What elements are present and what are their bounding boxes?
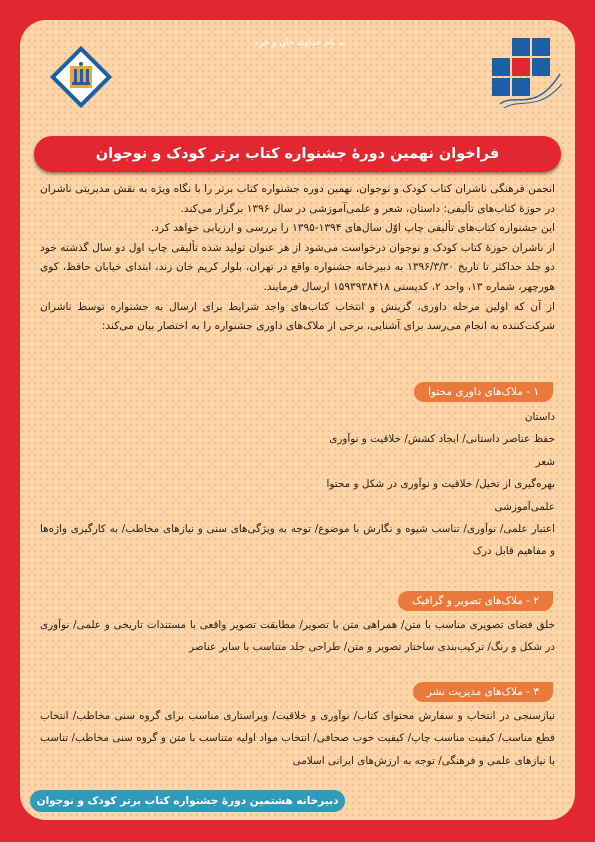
criteria-heading: شعر — [535, 455, 555, 468]
section-body-content — [40, 406, 555, 563]
poster-panel — [20, 20, 575, 820]
criteria-line: بهره‌گیری از تخیل/ خلاقیت و نوآوری در شکل و محتوا — [326, 478, 555, 491]
publisher-logo-icon — [50, 46, 112, 108]
intro-paragraph: این جشنواره کتاب‌های تألیفی چاپ اوّل سال‌های ۱۳۹۴-۱۳۹۵ را بررسی و ارزیابی خواهد کرد. — [150, 222, 555, 235]
criteria-heading: داستان — [524, 411, 555, 423]
section-header-content: ۱ - ملاک‌های داوری محتوا — [414, 382, 553, 402]
section-header-graphics: ۲ - ملاک‌های تصویر و گرافیک — [398, 591, 553, 611]
criteria-line: اعتبار علمی/ نوآوری/ تناسب شیوه و نگارش با موضوع/ توجه به ویژگی‌های سنی و نیازهای مخاطب/ به کارگیری واژه‌ها و مفاهیم قابل درک — [40, 523, 555, 558]
intro-paragraph: از آن که اولین مرحله داوری، گزینش و انتخاب کتاب‌های واجد شرایط برای ارسال به جشنواره توسط ناشران شرکت‌کننده به انجام می‌رسد برای آشنایی، برخی از ملاک‌های داوری جشنواره را به اختصار بیان می‌کند: — [40, 300, 555, 333]
intro-text — [40, 180, 555, 337]
section-body-graphics — [40, 614, 555, 659]
criteria-line: نیازسنجی در انتخاب و سفارش محتوای کتاب/ نوآوری و خلاقیت/ ویراستاری مناسب برای گروه سنی مخاطب/ انتخاب قطع مناسب/ کیفیت مناسب چاپ/ کیفیت خوب صحافی/ انتخاب مواد اولیه متناسب با متن و گروه سنی مخاطب/ تناسب با نیازهای علمی و فرهنگی/ توجه به ارزش‌های ایرانی اسلامی — [40, 710, 555, 767]
bismillah-text: به نام خداوند جان و خرد — [254, 38, 346, 48]
criteria-heading: علمی‌آموزشی — [494, 500, 555, 513]
section-body-publishing — [40, 705, 555, 772]
section-header-publishing: ۳ - ملاک‌های مدیریت نشر — [413, 682, 553, 702]
children-book-council-logo-icon — [490, 34, 564, 114]
page-title: فراخوان نهمین دورهٔ جشنواره کتاب برتر کودک و نوجوان — [34, 136, 561, 172]
criteria-line: خلق فضای تصویری مناسب با متن/ همراهی متن با تصویر/ مطابقت تصویر واقعی با مستندات تاریخی و علمی/ نوآوری در شکل و رنگ/ ترکیب‌بندی ساختار تصویر و متن/ طراحی جلد متناسب با سایر عناصر — [40, 619, 555, 654]
intro-paragraph: انجمن فرهنگی ناشران کتاب کودک و نوجوان، نهمین دوره جشنواره کتاب برتر را با نگاه ویژه به نقش مدیریتی ناشران در حوزهٔ کتاب‌های تألیفی: داستان، شعر و علمی‌آموزشی در سال ۱۳۹۶ برگزار می‌کند. — [40, 183, 555, 215]
criteria-line: حفظ عناصر داستانی/ ایجاد کشش/ خلاقیت و نوآوری — [329, 433, 555, 446]
intro-paragraph: از ناشران حوزهٔ کتاب کودک و نوجوان درخواست می‌شود از هر عنوان تولید شده تألیفی چاپ اول دو سال گذشته خود دو جلد حداکثر تا تاریخ ۱۳۹۶/۳/۳۰ به دبیرخانه جشنواره واقع در تهران، بلوار کریم خان زند، ابتدای خیابان حافظ، کوی هورچهر، شماره ۱۳، واحد ۲، کدپستی ۱۵۹۳۹۳۸۴۱۸ ارسال فرمایند. — [40, 241, 555, 293]
footer-banner: دبیرخانه هشتمین دورهٔ جشنواره کتاب برتر کودک و نوجوان — [30, 790, 345, 812]
